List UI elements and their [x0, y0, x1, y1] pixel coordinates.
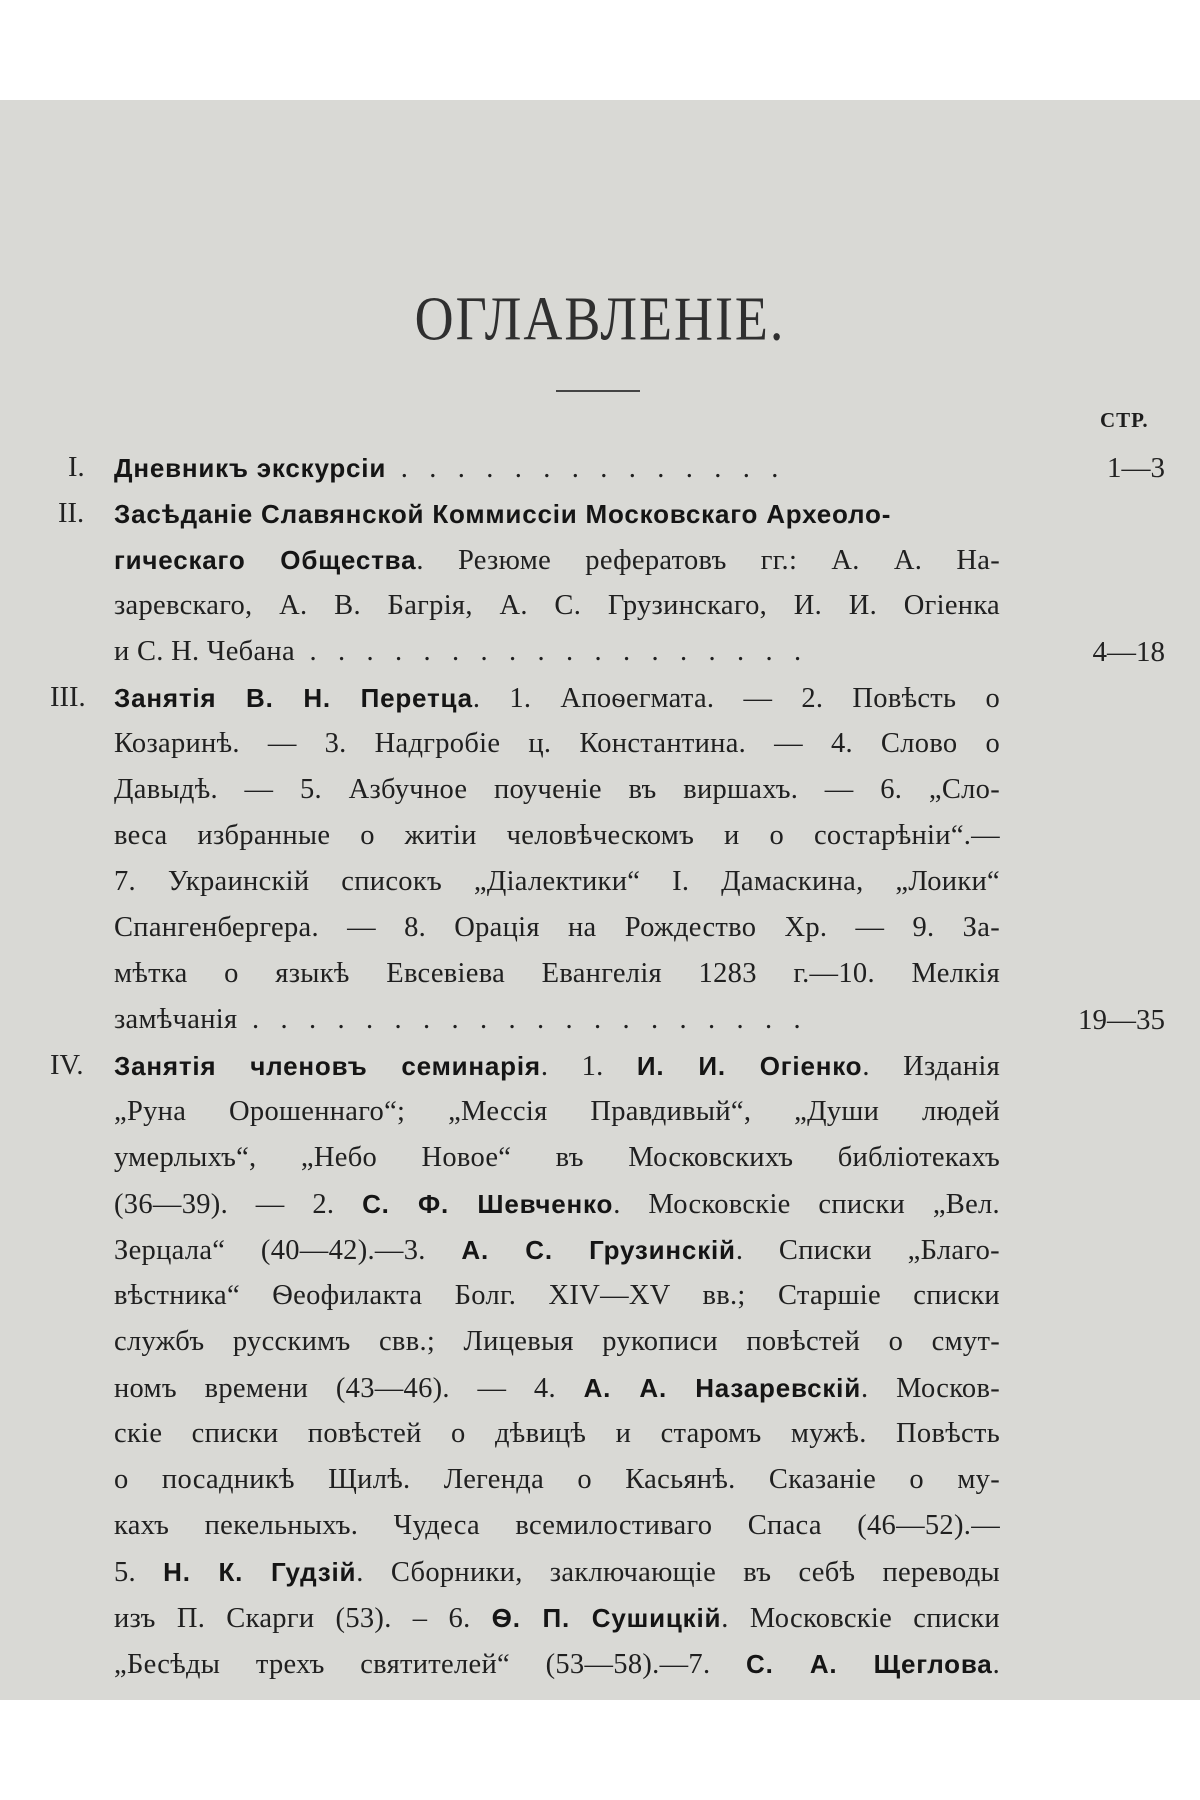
entry-3-line-3: Давыдѣ. — 5. Азбучное поученіе въ виршахъ. — 6. „Сло-: [114, 774, 1000, 805]
entry-4-line-5-text-c: . Списки „Благо-: [735, 1235, 1000, 1266]
entry-4-line-12-text-c: . Сборники, заключающіе въ себѣ переводы: [356, 1557, 1000, 1588]
entry-2-line-3: заревскаго, А. В. Багрія, А. С. Грузинскаго, И. И. Огіенка: [114, 590, 1000, 621]
entry-3-numeral: III.: [50, 682, 86, 713]
author-name: С. Ф. Шевченко: [362, 1189, 614, 1219]
entry-4-line-1-text-a: . 1.: [540, 1051, 604, 1082]
entry-3-line-4: веса избранные о житіи человѣческомъ и о состарѣніи“.—: [114, 820, 1000, 851]
entry-3-heading: Занятія В. Н. Перетца: [114, 683, 473, 713]
entry-4-heading: Занятія членовъ семинарія: [114, 1051, 541, 1081]
author-name: А. А. Назаревскій: [583, 1373, 861, 1403]
entry-4-line-8-text-c: . Москов-: [861, 1373, 1001, 1404]
entry-4-line-3: умерлыхъ“, „Небо Новое“ въ Московскихъ библіотекахъ: [114, 1142, 1000, 1173]
entry-4-line-5-text-a: Зерцала“ (40—42).—3.: [114, 1235, 426, 1266]
leader-dots: . . . . . . . . . . . . . . . . . .: [302, 636, 802, 667]
entry-4-line-12-text-a: 5.: [114, 1557, 136, 1588]
entry-1-line-1: [114, 450, 1000, 487]
entry-2-numeral: II.: [58, 498, 85, 529]
entry-3-line-6: Спангенбергера. — 8. Орація на Рождество Хр. — 9. За-: [114, 912, 1000, 943]
entry-3-line-5: 7. Украинскій списокъ „Діалектики“ І. Дамаскина, „Лоики“: [114, 866, 1000, 897]
entry-4-line-2: „Руна Орошеннаго“; „Мессія Правдивый“, „Души людей: [114, 1096, 1000, 1127]
author-name: Н. К. Гудзій: [163, 1557, 357, 1587]
entry-4-line-4-text-a: (36—39). — 2.: [114, 1189, 335, 1220]
page-title: ОГЛАВЛЕНІЕ.: [414, 284, 786, 354]
entry-4-line-13-text-a: изъ П. Скарги (53). – 6.: [114, 1603, 471, 1634]
entry-2-heading: Засѣданіе Славянской Коммиссіи Московскаго Археоло-: [114, 499, 892, 529]
entry-3-line-8: [114, 1002, 1000, 1038]
author-name: А. С. Грузинскій: [461, 1235, 736, 1265]
entry-2-line-4-text: и С. Н. Чебана: [114, 636, 295, 667]
entry-2-line-2: [114, 542, 1000, 579]
entry-4-line-7: службъ русскимъ свв.; Лицевыя рукописи повѣстей о смут-: [114, 1326, 1000, 1357]
entry-4-line-14: [114, 1646, 1000, 1683]
entry-3-line-7: мѣтка о языкѣ Евсевіева Евангелія 1283 г.—10. Мелкія: [114, 958, 1000, 989]
entry-3-line-8-text: замѣчанія: [114, 1004, 238, 1035]
entry-2-line-2-text: . Резюме рефератовъ гг.: А. А. На-: [416, 545, 1000, 576]
entry-4-line-4: [114, 1186, 1000, 1223]
author-name: С. А. Щеглова: [746, 1649, 993, 1679]
book-page: [0, 100, 1200, 1700]
entry-4-line-9: скіе списки повѣстей о дѣвицѣ и старомъ мужѣ. Повѣсть: [114, 1418, 1000, 1449]
entry-3-line-1-text: . 1. Апоѳегмата. — 2. Повѣсть о: [472, 683, 1000, 714]
entry-1-numeral: I.: [68, 452, 85, 483]
entry-4-line-8-text-a: номъ времени (43—46). — 4.: [114, 1373, 556, 1404]
entry-4-line-12: [114, 1554, 1000, 1591]
entry-1-heading: Дневникъ экскурсіи: [114, 453, 387, 483]
entry-4-line-11: кахъ пекельныхъ. Чудеса всемилостиваго Спаса (46—52).—: [114, 1510, 1000, 1541]
entry-4-line-14-text-c: .: [992, 1649, 1000, 1680]
pages-column-header: СТР.: [1100, 408, 1149, 432]
entry-4-line-6: вѣстника“ Ѳеофилакта Болг. XIV—XV вв.; Старшіе списки: [114, 1280, 1000, 1311]
entry-2-line-4: [114, 634, 1000, 670]
entry-3-pages: 19—35: [1078, 1004, 1165, 1036]
leader-dots: . . . . . . . . . . . . . . . . . . . .: [244, 1004, 801, 1035]
title-rule: [556, 390, 640, 392]
entry-2-heading-cont: гическаго Общества: [114, 545, 417, 575]
leader-dots: . . . . . . . . . . . . . .: [393, 453, 779, 484]
entry-4-line-10: о посадникѣ Щилѣ. Легенда о Касьянѣ. Сказаніе о му-: [114, 1464, 1000, 1495]
entry-4-line-13: [114, 1600, 1000, 1637]
entry-2-line-1: [114, 496, 1000, 533]
author-name: Ѳ. П. Сушицкій: [491, 1603, 722, 1633]
entry-4-numeral: IV.: [50, 1050, 84, 1081]
entry-4-line-14-text-a: „Бесѣды трехъ святителей“ (53—58).—7.: [114, 1649, 711, 1680]
entry-4-line-13-text-c: . Московскіе списки: [721, 1603, 1000, 1634]
entry-3-line-2: Козаринѣ. — 3. Надгробіе ц. Константина. — 4. Слово о: [114, 728, 1000, 759]
entry-1-pages: 1—3: [1107, 452, 1165, 484]
entry-2-pages: 4—18: [1092, 636, 1165, 668]
entry-3-line-1: [114, 680, 1000, 717]
entry-4-line-8: [114, 1370, 1000, 1407]
entry-4-line-4-text-c: . Московскіе списки „Вел.: [613, 1189, 1000, 1220]
entry-4-line-1: [114, 1048, 1000, 1085]
author-name: И. И. Огіенко: [636, 1051, 863, 1081]
entry-4-line-5: [114, 1232, 1000, 1269]
entry-4-line-1-text-c: . Изданія: [862, 1051, 1000, 1082]
